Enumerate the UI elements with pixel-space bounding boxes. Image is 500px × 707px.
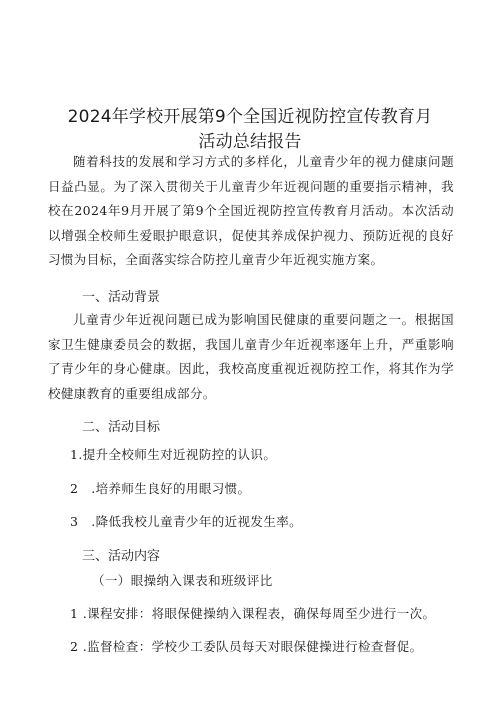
goal-item: 3 .降低我校儿童青少年的近视发生率。 <box>70 514 303 529</box>
document-title-line1: 2024年学校开展第9个全国近视防控宣传教育月 <box>67 107 433 127</box>
document-title-line2: 活动总结报告 <box>198 132 302 152</box>
section-heading-content: 三、活动内容 <box>82 549 161 564</box>
background-paragraph: 儿童青少年近视问题已成为影响国民健康的重要问题之一。根据国家卫生健康委员会的数据，我国儿童青少年近视率逐年上升，严重影响了青少年的身心健康。因此，我校高度重视近视防控工作，将其作为学校健康教育的重要组成部分。 <box>48 312 454 401</box>
goal-item: 2 .培养师生良好的用眼习惯。 <box>70 481 251 496</box>
section-heading-goals: 二、活动目标 <box>82 420 161 435</box>
subsection-heading: （一）眼操纳入课表和班级评比 <box>92 573 273 588</box>
intro-paragraph: 随着科技的发展和学习方式的多样化，儿童青少年的视力健康问题日益凸显。为了深入贯彻关于儿童青少年近视问题的重要指示精神，我校在2024年9月开展了第9个全国近视防控宣传教育月活动。本次活动以增强全校师生爱眼护眼意识，促使其养成保护视力、预防近视的良好习惯为目标，全面落实综合防控儿童青少年近视实施方案。 <box>48 154 454 267</box>
content-item: 2 .监督检查：学校少工委队员每天对眼保健操进行检查督促。 <box>70 639 423 654</box>
section-heading-background: 一、活动背景 <box>82 290 161 305</box>
goal-item: 1.提升全校师生对近视防控的认识。 <box>70 447 277 462</box>
content-item: 1 .课程安排：将眼保健操纳入课程表，确保每周至少进行一次。 <box>70 606 436 621</box>
